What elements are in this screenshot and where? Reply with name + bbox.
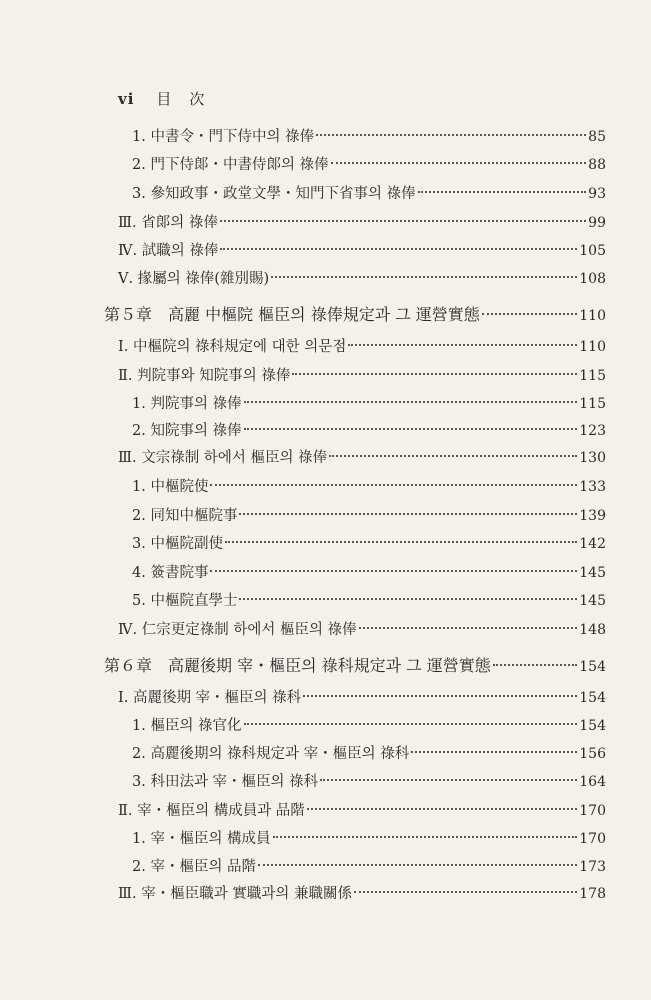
toc-entry-title: 5. 中樞院直學士 xyxy=(132,593,238,609)
toc-entry-title: Ⅰ. 高麗後期 宰・樞臣의 祿科 xyxy=(118,690,302,706)
dot-leader xyxy=(303,695,577,697)
toc-page-number: 173 xyxy=(579,859,606,875)
toc-item xyxy=(132,184,606,204)
dot-leader xyxy=(220,220,586,222)
toc-page-number: 170 xyxy=(579,803,606,819)
toc-page-number: 148 xyxy=(579,622,606,638)
toc-entry-title: Ⅲ. 文宗祿制 하에서 樞臣의 祿俸 xyxy=(118,450,328,466)
dot-leader xyxy=(220,248,577,250)
toc-page-number: 130 xyxy=(579,450,606,466)
toc-section xyxy=(118,366,606,386)
toc-page-number: 178 xyxy=(579,886,606,902)
dot-leader xyxy=(273,836,578,838)
running-title: 目次 xyxy=(156,90,223,108)
toc-section xyxy=(118,269,606,289)
toc-page-number: 105 xyxy=(579,243,606,259)
toc-item xyxy=(132,534,606,554)
running-head xyxy=(118,88,222,109)
toc-section xyxy=(118,620,606,640)
dot-leader xyxy=(418,191,587,193)
dot-leader xyxy=(244,428,578,430)
toc-entry-title: 3. 科田法과 宰・樞臣의 祿科 xyxy=(132,774,319,790)
toc-page-number: 164 xyxy=(579,774,606,790)
toc-item xyxy=(132,155,606,175)
dot-leader xyxy=(239,598,577,600)
toc-section xyxy=(118,448,606,468)
toc-entry-title: 1. 中樞院使 xyxy=(132,479,209,495)
toc-page-number: 154 xyxy=(579,718,606,734)
toc-page-number: 145 xyxy=(579,593,606,609)
toc-entry-title: 2. 宰・樞臣의 品階 xyxy=(132,859,257,875)
toc-item xyxy=(132,772,606,792)
toc-entry-title: Ⅲ. 宰・樞臣職과 實職과의 兼職關係 xyxy=(118,886,352,902)
dot-leader xyxy=(411,751,577,753)
toc-entry-title: Ⅳ. 仁宗更定祿制 하에서 樞臣의 祿俸 xyxy=(118,622,357,638)
toc-section xyxy=(118,213,606,233)
toc-item xyxy=(132,744,606,764)
dot-leader xyxy=(331,162,587,164)
toc-item xyxy=(132,506,606,526)
toc-entry-title: 4. 簽書院事 xyxy=(132,565,209,581)
toc-page-number: 170 xyxy=(579,831,606,847)
toc-page-number: 110 xyxy=(579,339,606,355)
toc-page-number: 108 xyxy=(579,271,606,287)
dot-leader xyxy=(307,808,577,810)
toc-item xyxy=(132,394,606,414)
toc-entry-title: 1. 判院事의 祿俸 xyxy=(132,396,242,412)
toc-page-number: 145 xyxy=(579,565,606,581)
toc-entry-title: 1. 樞臣의 祿官化 xyxy=(132,718,242,734)
toc-item xyxy=(132,477,606,497)
toc-page-number: 88 xyxy=(588,157,606,173)
toc-section xyxy=(118,801,606,821)
toc-entry-title: Ⅰ. 中樞院의 祿科規定에 대한 의문점 xyxy=(118,339,347,355)
dot-leader xyxy=(482,313,577,315)
toc-chapter xyxy=(104,305,606,326)
toc-page-number: 99 xyxy=(588,215,606,231)
toc-entry-title: 2. 知院事의 祿俸 xyxy=(132,423,242,439)
toc-page-number: 139 xyxy=(579,508,606,524)
dot-leader xyxy=(316,134,586,136)
toc-page-number: 123 xyxy=(579,423,606,439)
toc-page-number: 156 xyxy=(579,746,606,762)
toc-item xyxy=(132,857,606,877)
dot-leader xyxy=(225,541,577,543)
toc-entry-title: 第５章 高麗 中樞院 樞臣의 祿俸規定과 그 運營實態 xyxy=(104,305,480,324)
toc-entry-title: 2. 高麗後期의 祿科規定과 宰・樞臣의 祿科 xyxy=(132,746,410,762)
toc-page-number: 142 xyxy=(579,536,606,552)
dot-leader xyxy=(348,344,577,346)
toc-item xyxy=(132,127,606,147)
dot-leader xyxy=(320,779,577,781)
dot-leader xyxy=(244,723,578,725)
toc-item xyxy=(132,591,606,611)
toc-page-number: 154 xyxy=(579,690,606,706)
toc-entry-title: 第６章 高麗後期 宰・樞臣의 祿科規定과 그 運營實態 xyxy=(104,656,491,675)
toc-entry-title: 2. 同知中樞院事 xyxy=(132,508,238,524)
toc-section xyxy=(118,241,606,261)
dot-leader xyxy=(258,864,577,866)
dot-leader xyxy=(210,484,577,486)
toc-entry-title: 1. 中書令・門下侍中의 祿俸 xyxy=(132,129,315,145)
toc-item xyxy=(132,716,606,736)
toc-entry-title: 3. 參知政事・政堂文學・知門下省事의 祿俸 xyxy=(132,186,416,202)
toc-entry-title: Ⅱ. 判院事와 知院事의 祿俸 xyxy=(118,368,291,384)
toc-page-number: 154 xyxy=(579,659,606,675)
dot-leader xyxy=(292,373,577,375)
toc-item xyxy=(132,829,606,849)
toc-item xyxy=(132,563,606,583)
toc-page-number: 133 xyxy=(579,479,606,495)
toc-page-number: 93 xyxy=(588,186,606,202)
dot-leader xyxy=(329,455,577,457)
page-number: vi xyxy=(118,90,135,108)
toc-page-number: 115 xyxy=(579,396,606,412)
toc-entry-title: Ⅱ. 宰・樞臣의 構成員과 品階 xyxy=(118,803,305,819)
toc-entry-title: 1. 宰・樞臣의 構成員 xyxy=(132,831,271,847)
toc-entry-title: 3. 中樞院副使 xyxy=(132,536,223,552)
toc-chapter xyxy=(104,656,606,677)
toc-entry-title: Ⅳ. 試職의 祿俸 xyxy=(118,243,219,259)
dot-leader xyxy=(244,401,578,403)
toc-entry-title: Ⅲ. 省郞의 祿俸 xyxy=(118,215,218,231)
toc-page-number: 110 xyxy=(579,308,606,324)
toc-section xyxy=(118,884,606,904)
toc-page-number: 85 xyxy=(588,129,606,145)
toc-section xyxy=(118,337,606,357)
dot-leader xyxy=(210,570,577,572)
dot-leader xyxy=(239,513,577,515)
dot-leader xyxy=(359,627,578,629)
toc-section xyxy=(118,688,606,708)
toc-item xyxy=(132,421,606,441)
toc-entry-title: Ⅴ. 掾屬의 祿俸(雜別賜) xyxy=(118,271,270,287)
toc-page-number: 115 xyxy=(579,368,606,384)
dot-leader xyxy=(354,891,577,893)
toc-entry-title: 2. 門下侍郞・中書侍郞의 祿俸 xyxy=(132,157,329,173)
dot-leader xyxy=(493,664,578,666)
dot-leader xyxy=(271,276,577,278)
